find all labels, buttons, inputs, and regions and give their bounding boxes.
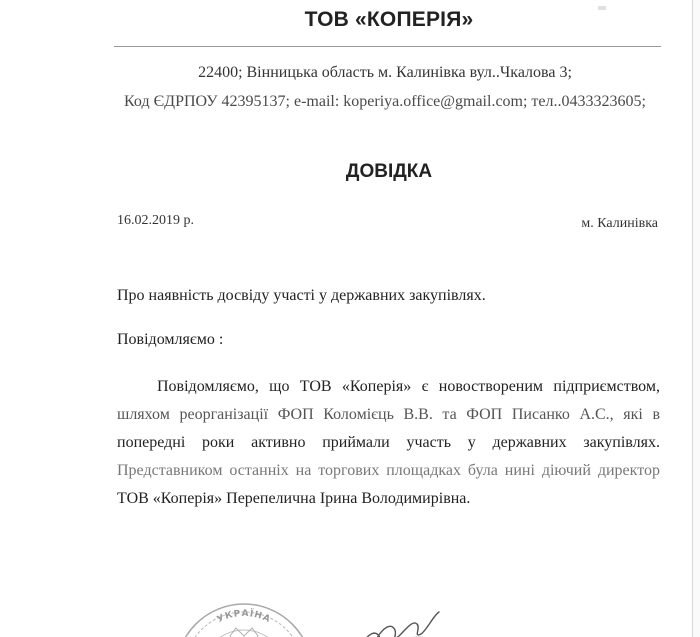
seal-text: УКРАЇНА [215,608,273,626]
document-title: ДОВІДКА [345,161,433,182]
body-line: Представником останніх на торгових площадках була нині діючий директор [117,462,660,479]
body-line: ТОВ «Коперія» Перепелична Ірина Володимирівна. [117,490,471,507]
company-address: 22400; Вінницька область м. Калинівка вул..Чкалова 3; [198,64,572,81]
header-divider [114,46,661,47]
document-subject: Про наявність досвіду участі у державних закупівлях. [117,287,486,304]
document-greeting: Повідомляємо : [117,331,224,348]
body-line: попередні роки активно приймали участь у державних закупівлях. [117,434,660,451]
document-place: м. Калинівка [581,216,658,231]
company-name: ТОВ «КОПЕРІЯ» [304,8,474,31]
svg-text:УКРАЇНА [216,608,273,625]
signature [355,608,455,637]
body-line: Повідомляємо, що ТОВ «Коперія» є новоствореним підприємством, [157,378,660,395]
document-date: 16.02.2019 р. [117,213,194,228]
company-contacts: Код ЄДРПОУ 42395137; e-mail: koperiya.office@gmail.com; тел..0433323605; [124,93,646,110]
body-line: шляхом реорганізації ФОП Коломієць В.В. та ФОП Писанко А.С., які в [117,406,660,423]
company-seal [170,598,318,637]
